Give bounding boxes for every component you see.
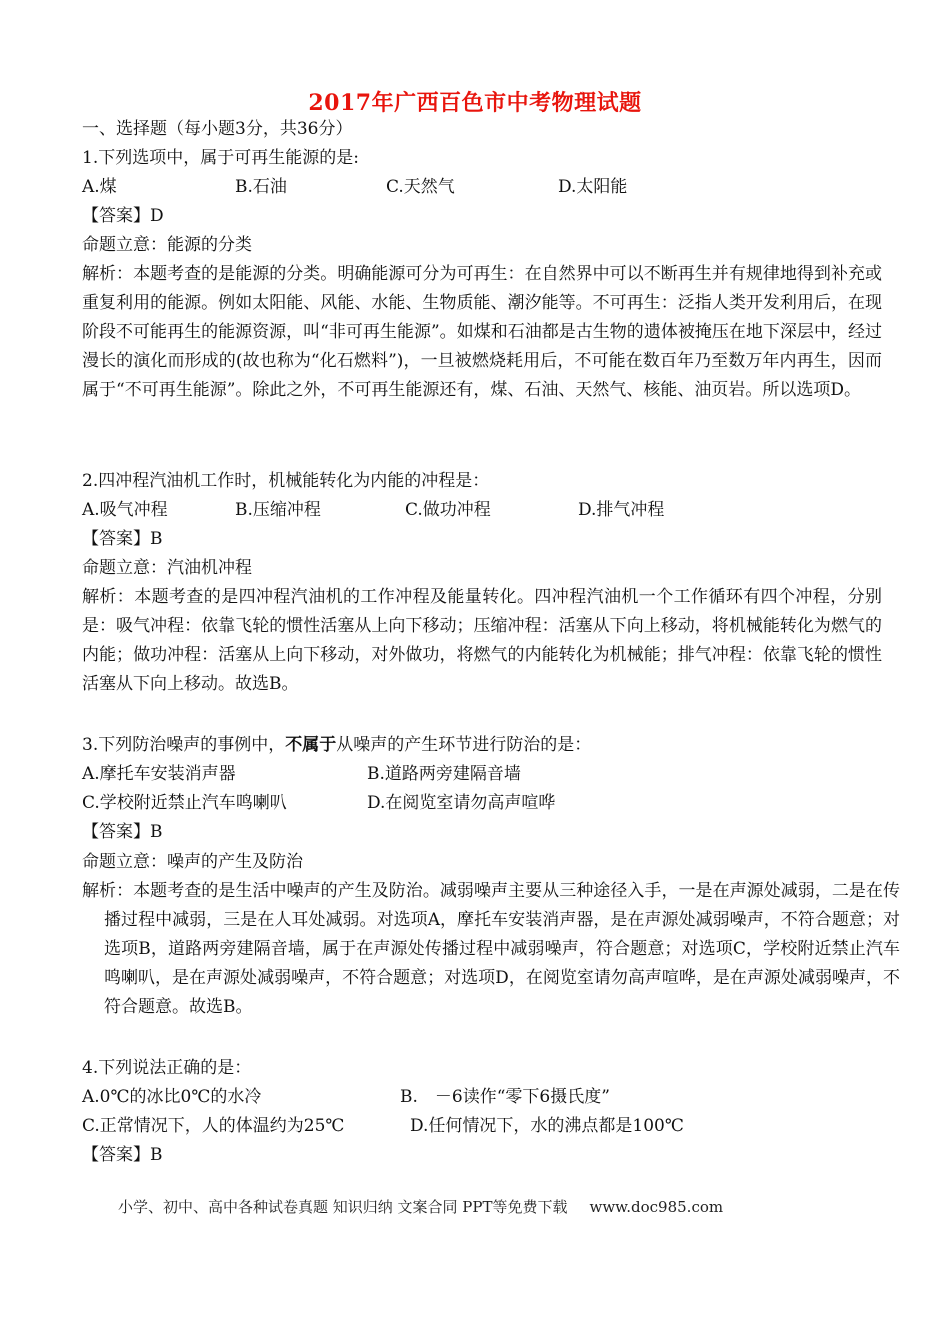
q2-option-d: D.排气冲程 <box>578 500 665 520</box>
q1-stem: 1.下列选项中，属于可再生能源的是: <box>82 148 359 168</box>
q1-option-c: C.天然气 <box>386 177 455 197</box>
q1-option-a: A.煤 <box>82 177 117 197</box>
q4-option-a: A.0℃的冰比0℃的水冷 <box>82 1087 262 1107</box>
q3-stem-post: 从噪声的产生环节进行防治的是： <box>336 735 592 755</box>
q1-intent: 命题立意：能源的分类 <box>82 235 252 255</box>
q4-answer: 【答案】B <box>82 1145 163 1165</box>
q1-option-b: B.石油 <box>235 177 287 197</box>
q2-answer: 【答案】B <box>82 529 163 549</box>
q3-stem-emphasis: 不属于 <box>285 735 337 755</box>
q4-stem: 4.下列说法正确的是： <box>82 1058 252 1078</box>
q3-answer: 【答案】B <box>82 822 163 842</box>
q2-analysis: 解析：本题考查的是四冲程汽油机的工作冲程及能量转化。四冲程汽油机一个工作循环有四个冲程，分别是：吸气冲程：依靠飞轮的惯性活塞从上向下移动；压缩冲程：活塞从下向上移动，将机械能转化为燃气的内能；做功冲程：活塞从上向下移动，对外做功，将燃气的内能转化为机械能；排气冲程：依靠飞轮的惯性活塞从下向上移动。故选B。 <box>82 587 882 694</box>
page-title: 2017年广西百色市中考物理试题 <box>308 90 642 116</box>
q3-stem-pre: 3.下列防治噪声的事例中， <box>82 735 286 755</box>
q2-option-c: C.做功冲程 <box>405 500 491 520</box>
q2-intent: 命题立意：汽油机冲程 <box>82 558 252 578</box>
q1-option-d: D.太阳能 <box>558 177 628 197</box>
q3-option-d: D.在阅览室请勿高声喧哗 <box>367 793 556 813</box>
q3-option-b: B.道路两旁建隔音墙 <box>367 764 521 784</box>
footer-text: 小学、初中、高中各种试卷真题 知识归纳 文案合同 PPT等免费下载 <box>118 1198 568 1216</box>
q2-option-a: A.吸气冲程 <box>82 500 168 520</box>
q3-option-a: A.摩托车安装消声器 <box>82 764 236 784</box>
q3-option-c: C.学校附近禁止汽车鸣喇叭 <box>82 793 287 813</box>
q1-answer: 【答案】D <box>82 206 164 226</box>
q3-analysis: 解析：本题考查的是生活中噪声的产生及防治。减弱噪声主要从三种途径入手，一是在声源处减弱，二是在传播过程中减弱，三是在人耳处减弱。对选项A，摩托车安装消声器，是在声源处减弱噪声，不符合题意；对选项B，道路两旁建隔音墙，属于在声源处传播过程中减弱噪声，符合题意；对选项C，学校附近禁止汽车鸣喇叭，是在声源处减弱噪声，不符合题意；对选项D，在阅览室请勿高声喧哗，是在声源处减弱噪声，不符合题意。故选B。 <box>82 881 900 1017</box>
footer-url[interactable]: www.doc985.com <box>589 1198 724 1216</box>
q2-stem: 2.四冲程汽油机工作时，机械能转化为内能的冲程是： <box>82 471 490 491</box>
q3-stem <box>82 731 591 760</box>
q4-option-d: D.任何情况下，水的沸点都是100℃ <box>410 1116 684 1136</box>
q4-option-b: B. －6读作“零下6摄氏度” <box>400 1087 610 1107</box>
q3-intent: 命题立意：噪声的产生及防治 <box>82 852 303 872</box>
page-footer <box>118 1196 745 1217</box>
q1-analysis: 解析：本题考查的是能源的分类。明确能源可分为可再生：在自然界中可以不断再生并有规律地得到补充或重复利用的能源。例如太阳能、风能、水能、生物质能、潮汐能等。不可再生：泛指人类开发利用后，在现阶段不可能再生的能源资源，叫“非可再生能源”。如煤和石油都是古生物的遗体被掩压在地下深层中，经过漫长的演化而形成的(故也称为“化石燃料”)，一旦被燃烧耗用后，不可能在数百年乃至数万年内再生，因而属于“不可再生能源”。除此之外，不可再生能源还有，煤、石油、天然气、核能、油页岩。所以选项D。 <box>82 264 882 400</box>
q4-option-c: C.正常情况下，人的体温约为25℃ <box>82 1116 345 1136</box>
q2-option-b: B.压缩冲程 <box>235 500 321 520</box>
section-heading: 一、选择题（每小题3分，共36分） <box>82 119 353 139</box>
